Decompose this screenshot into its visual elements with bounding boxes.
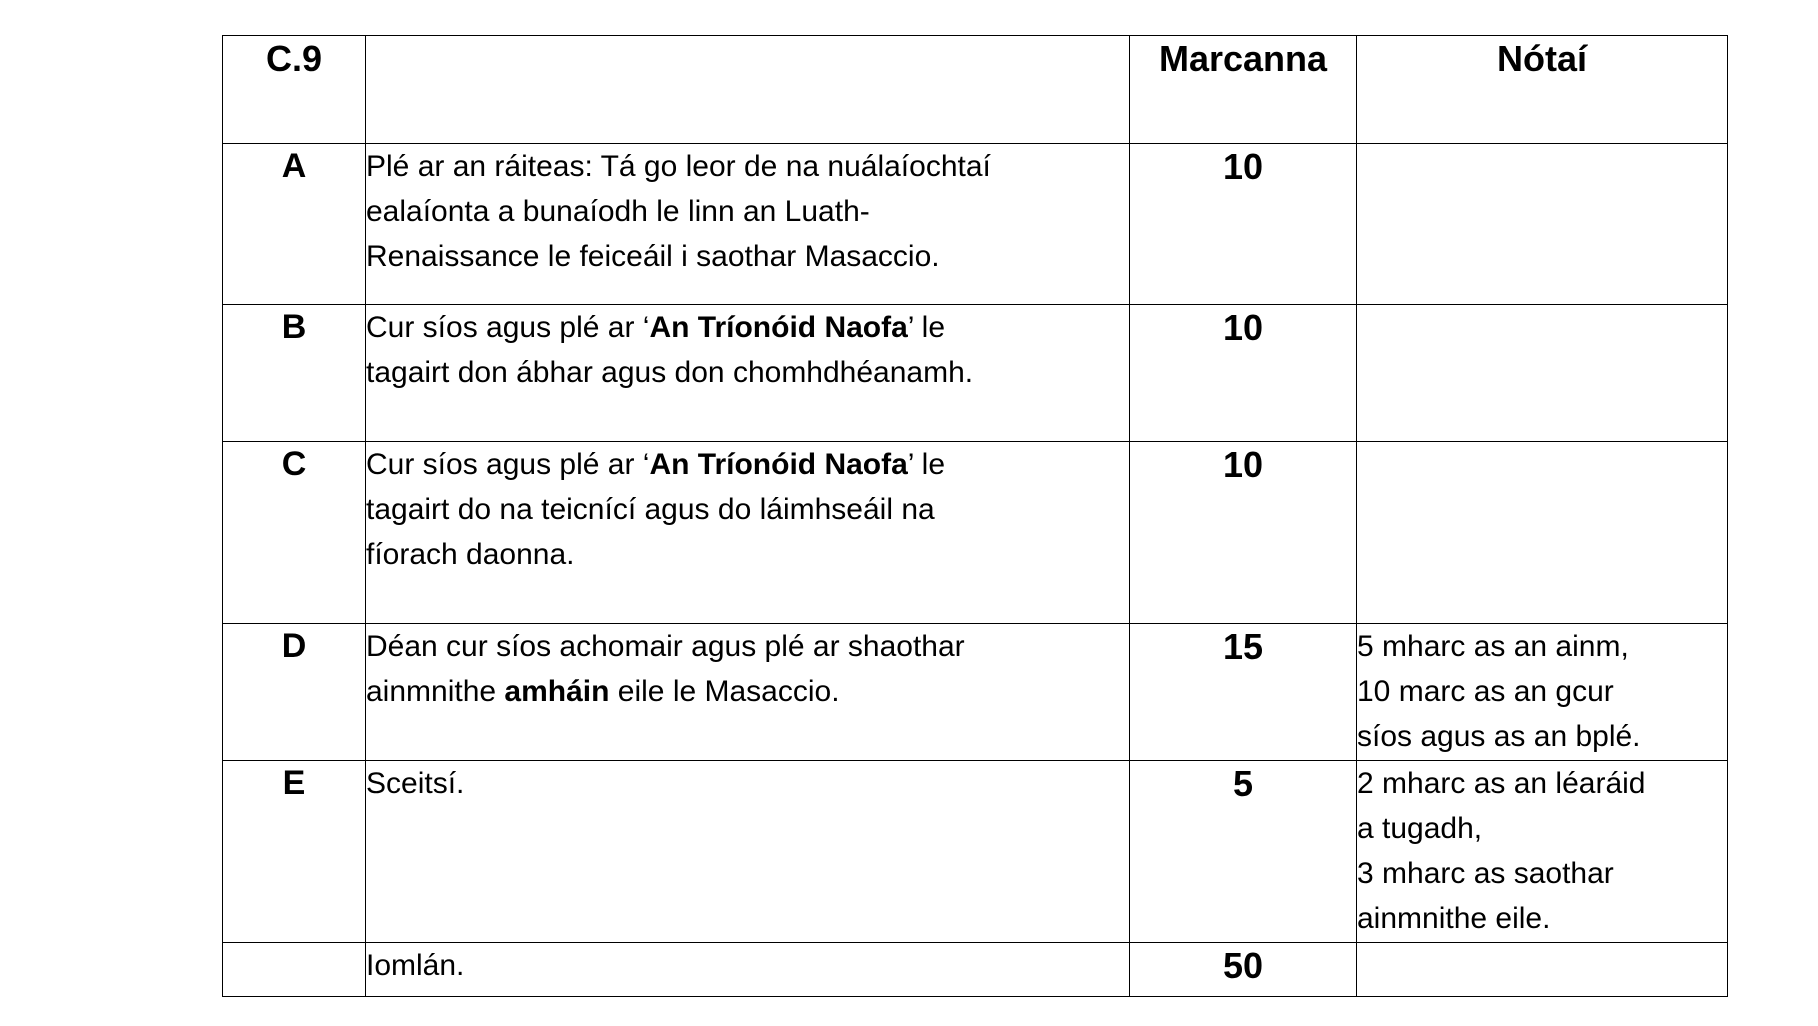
note-line: ainmnithe eile.: [1357, 902, 1551, 935]
desc-text: Cur síos agus plé ar ‘: [366, 448, 650, 481]
note-line: síos agus as an bplé.: [1357, 720, 1641, 753]
marking-scheme-table: [222, 35, 1728, 997]
row-notes: [1357, 442, 1728, 624]
row-description: [366, 305, 1130, 442]
row-notes: [1357, 761, 1728, 943]
total-marks: 50: [1130, 943, 1357, 997]
table-row: [223, 305, 1728, 442]
total-label: [223, 943, 366, 997]
desc-line: fíorach daonna.: [366, 538, 575, 571]
desc-line: tagairt do na teicnící agus do láimhseáil na: [366, 493, 935, 526]
note-line: a tugadh,: [1357, 812, 1483, 845]
note-line: 2 mharc as an léaráid: [1357, 767, 1646, 800]
row-label: E: [223, 761, 366, 943]
artwork-title: An Tríonóid Naofa: [649, 311, 908, 344]
note-line: 3 mharc as saothar: [1357, 857, 1614, 890]
note-line: 10 marc as an gcur: [1357, 675, 1614, 708]
desc-line: Renaissance le feiceáil i saothar Masaccio.: [366, 240, 940, 273]
notes-header: Nótaí: [1357, 36, 1728, 144]
row-marks: 15: [1130, 624, 1357, 761]
row-notes: [1357, 305, 1728, 442]
desc-line: [366, 305, 1129, 350]
row-notes: [1357, 144, 1728, 305]
row-description: [366, 144, 1130, 305]
desc-text: ainmnithe: [366, 675, 505, 708]
row-description: [366, 442, 1130, 624]
desc-line: Iomlán.: [366, 949, 465, 982]
table-row: [223, 761, 1728, 943]
row-label: B: [223, 305, 366, 442]
desc-line: tagairt don ábhar agus don chomhdhéanamh.: [366, 356, 974, 389]
artwork-title: An Tríonóid Naofa: [649, 448, 908, 481]
row-label: D: [223, 624, 366, 761]
table-row: [223, 144, 1728, 305]
row-marks: 10: [1130, 144, 1357, 305]
row-label: A: [223, 144, 366, 305]
row-description: [366, 761, 1130, 943]
question-number: C.9: [223, 36, 366, 144]
row-notes: [1357, 624, 1728, 761]
total-notes: [1357, 943, 1728, 997]
table-row: [223, 442, 1728, 624]
row-marks: 5: [1130, 761, 1357, 943]
total-text: [366, 943, 1130, 997]
note-line: 5 mharc as an ainm,: [1357, 630, 1629, 663]
desc-line: Déan cur síos achomair agus plé ar shaothar: [366, 630, 965, 663]
desc-line: ealaíonta a bunaíodh le linn an Luath-: [366, 195, 870, 228]
total-row: [223, 943, 1728, 997]
row-marks: 10: [1130, 442, 1357, 624]
desc-text: Cur síos agus plé ar ‘: [366, 311, 650, 344]
row-label: C: [223, 442, 366, 624]
header-blank: [366, 36, 1130, 144]
desc-line: [366, 442, 1129, 487]
row-marks: 10: [1130, 305, 1357, 442]
desc-text: ’ le: [907, 448, 946, 481]
emphasis-word: amháin: [504, 675, 610, 708]
desc-text: ’ le: [907, 311, 946, 344]
table-row: [223, 624, 1728, 761]
header-row: [223, 36, 1728, 144]
desc-line: Plé ar an ráiteas: Tá go leor de na nuálaíochtaí: [366, 150, 991, 183]
marks-header: Marcanna: [1130, 36, 1357, 144]
desc-text: eile le Masaccio.: [609, 675, 840, 708]
row-description: [366, 624, 1130, 761]
desc-line: [366, 669, 1129, 714]
desc-line: Sceitsí.: [366, 767, 465, 800]
